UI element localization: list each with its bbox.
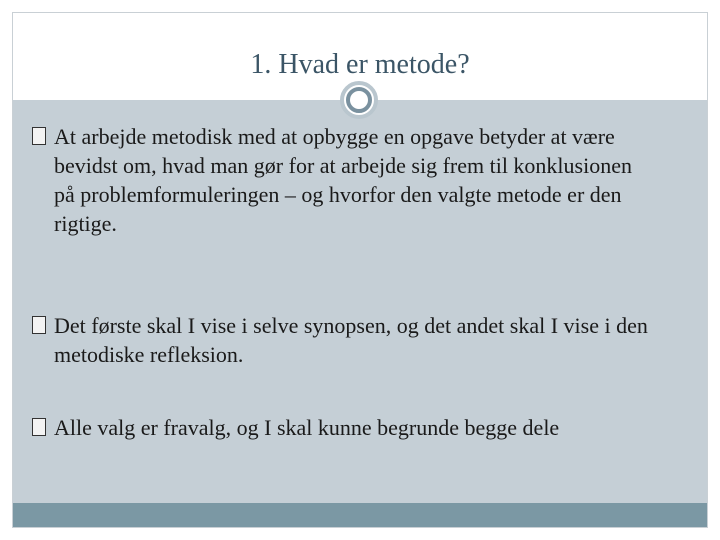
bullet-item	[36, 311, 676, 369]
footer-band	[13, 503, 707, 527]
bullet-text: Alle valg er fravalg, og I skal kunne begrunde begge dele	[54, 415, 560, 440]
circle-ring-icon	[346, 87, 372, 113]
bullet-text: Det første skal I vise i selve synopsen, og det andet skal I vise i den metodiske refleksion.	[54, 313, 648, 367]
bullet-item	[36, 413, 676, 442]
bullet-marker-icon	[32, 418, 46, 436]
bullet-marker-icon	[32, 316, 46, 334]
bullet-item	[36, 122, 646, 238]
slide-title: 1. Hvad er metode?	[250, 49, 470, 80]
bullet-marker-icon	[32, 127, 46, 145]
bullet-text: At arbejde metodisk med at opbygge en opgave betyder at være bevidst om, hvad man gør for at arbejde sig frem til konklusionen på problemformuleringen – og hvorfor den valgte metode er den rigtige.	[54, 124, 632, 236]
